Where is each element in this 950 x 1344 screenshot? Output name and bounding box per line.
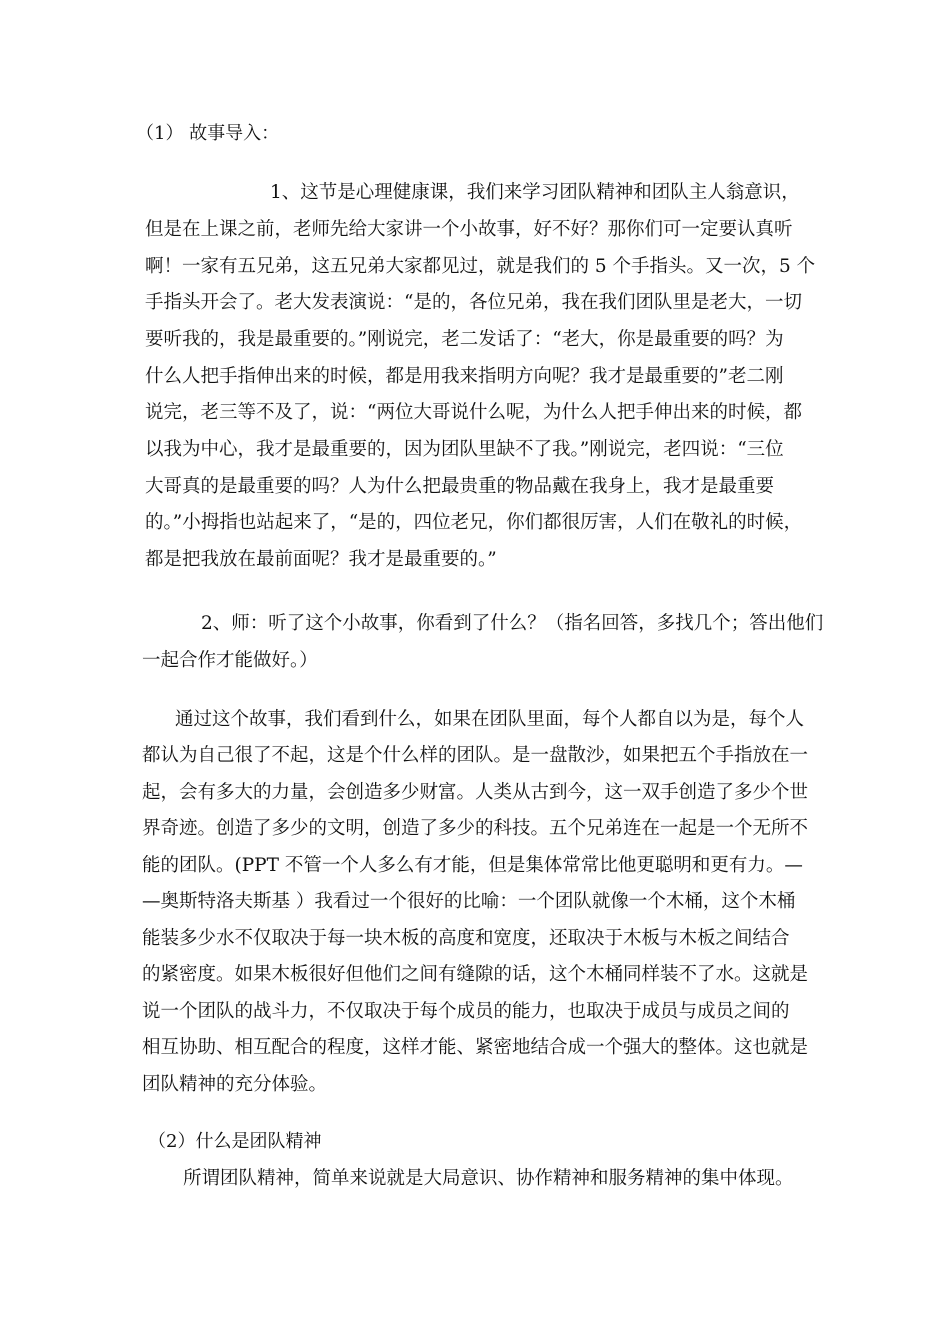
section-heading-team-spirit: （2）什么是团队精神 xyxy=(148,1131,322,1152)
story-line: 要听我的，我是最重要的。”刚说完，老二发话了：“老大，你是最重要的吗？为 xyxy=(145,329,784,350)
discussion-line: 界奇迹。创造了多少的文明，创造了多少的科技。五个兄弟连在一起是一个无所不 xyxy=(142,818,809,839)
story-line: 但是在上课之前，老师先给大家讲一个小故事，好不好？那你们可一定要认真听 xyxy=(145,219,793,240)
discussion-line: 都认为自己很了不起，这是个什么样的团队。是一盘散沙，如果把五个手指放在一 xyxy=(142,745,809,766)
story-line: 什么人把手指伸出来的时候，都是用我来指明方向呢？我才是最重要的”老二刚 xyxy=(145,366,784,387)
story-line: 1、这节是心理健康课，我们来学习团队精神和团队主人翁意识， xyxy=(270,182,800,203)
discussion-line: 能装多少水不仅取决于每一块木板的高度和宽度，还取决于木板与木板之间结合 xyxy=(142,928,790,949)
section-heading-story-intro: （1） 故事导入： xyxy=(136,123,280,144)
question-line: 一起合作才能做好。） xyxy=(142,650,318,671)
story-line: 说完，老三等不及了，说：“两位大哥说什么呢，为什么人把手伸出来的时候，都 xyxy=(145,402,802,423)
discussion-line: 团队精神的充分体验。 xyxy=(142,1074,328,1095)
discussion-line: —奥斯特洛夫斯基 ）我看过一个很好的比喻：一个团队就像一个木桶，这个木桶 xyxy=(142,891,796,912)
story-line: 都是把我放在最前面呢？我才是最重要的。” xyxy=(145,549,497,570)
story-line: 啊！一家有五兄弟，这五兄弟大家都见过，就是我们的 5 个手指头。又一次，5 个 xyxy=(145,256,816,277)
discussion-line: 能的团队。(PPT 不管一个人多么有才能，但是集体常常比他更聪明和更有力。— xyxy=(142,855,803,876)
story-line: 大哥真的是最重要的吗？人为什么把最贵重的物品戴在我身上，我才是最重要 xyxy=(145,476,775,497)
discussion-line: 说一个团队的战斗力，不仅取决于每个成员的能力，也取决于成员与成员之间的 xyxy=(142,1001,790,1022)
discussion-line: 的紧密度。如果木板很好但他们之间有缝隙的话，这个木桶同样装不了水。这就是 xyxy=(142,964,809,985)
story-line: 以我为中心，我才是最重要的，因为团队里缺不了我。”刚说完，老四说：“三位 xyxy=(145,439,784,460)
question-line: 2、师：听了这个小故事，你看到了什么？（指名回答，多找几个；答出他们 xyxy=(201,613,824,634)
discussion-line: 相互协助、相互配合的程度，这样才能、紧密地结合成一个强大的整体。这也就是 xyxy=(142,1037,809,1058)
discussion-line: 通过这个故事，我们看到什么，如果在团队里面，每个人都自以为是，每个人 xyxy=(175,709,805,730)
story-line: 的。”小拇指也站起来了，“是的，四位老兄，你们都很厉害，人们在敬礼的时候， xyxy=(145,512,803,533)
story-line: 手指头开会了。老大发表演说：“是的，各位兄弟，我在我们团队里是老大，一切 xyxy=(145,292,802,313)
definition-line: 所谓团队精神，简单来说就是大局意识、协作精神和服务精神的集中体现。 xyxy=(183,1168,794,1189)
discussion-line: 起，会有多大的力量，会创造多少财富。人类从古到今，这一双手创造了多少个世 xyxy=(142,782,809,803)
